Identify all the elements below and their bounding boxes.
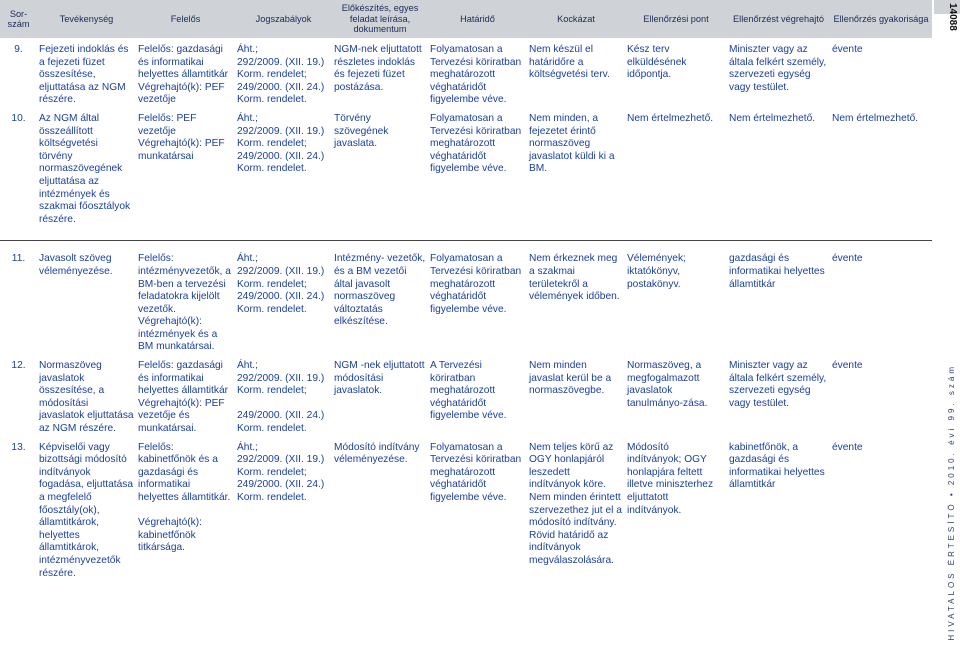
risk: Nem készül el határidőre a költségvetési terv.: [529, 44, 610, 81]
header-jogszabalyok: Jogszabályok: [235, 0, 332, 38]
running-title: HIVATALOS ÉRTESÍTŐ • 2010. évi 99. szám: [947, 364, 956, 641]
activity: Az NGM által összeállított költségvetési törvény normaszövegének eljuttatása az intézmények és szakmai főosztályok részére.: [39, 112, 131, 225]
deadline: Folyamatosan a Tervezési köriratban meghatározott véghatáridőt figyelembe véve.: [430, 44, 522, 106]
responsible: Felelős: kabinetfőnök és a gazdasági és informatikai helyettes államtitkár. Végrehajtó(k): kabinetfőnök titkársága.: [138, 441, 231, 554]
preparation: Intézmény- vezetők, és a BM vezetői által javasolt normaszöveg változtatás elkészítése.: [334, 253, 426, 328]
table-header: [0, 0, 932, 38]
deadline: Folyamatosan a Tervezési köriratban meghatározott véghatáridőt figyelembe véve.: [430, 112, 522, 175]
controller: kabinetfőnök, a gazdasági és informatikai helyettes államtitkár: [729, 441, 825, 491]
risk: Nem minden javaslat kerül be a normaszövegbe.: [529, 360, 612, 397]
controller: gazdasági és informatikai helyettes államtitkár: [729, 253, 825, 290]
activity: Javasolt szöveg véleményezése.: [39, 253, 113, 277]
row-number: 10.: [11, 112, 26, 124]
header-tevekenyseg: Tevékenység: [37, 0, 136, 38]
table-row: [0, 253, 932, 354]
controller: Miniszter vagy az általa felkért személy, szervezeti egység vagy testület.: [729, 360, 827, 409]
table-row: [0, 360, 932, 436]
control-point: Nem értelmezhető.: [627, 112, 714, 124]
responsible: Felelős: PEF vezetője Végrehajtó(k): PEF munkatársai: [138, 112, 225, 162]
preparation: NGM -nek eljuttatott módosítási javaslatok.: [334, 360, 425, 397]
control-point: Vélemények; iktatókönyv, postakönyv.: [627, 253, 686, 290]
header-kockazat: Kockázat: [527, 0, 625, 38]
control-frequency: évente: [832, 253, 863, 265]
header-ellenorzesi-pont: Ellenőrzési pont: [625, 0, 727, 38]
row-number: 11.: [11, 253, 26, 265]
responsible: Felelős: intézményvezetők, a BM-ben a tervezési feladatokra kijelölt vezetők. Végrehajtó(k): intézmények és a BM munkatársai.: [138, 253, 231, 353]
responsible: Felelős: gazdasági és informatikai helyettes államtitkár Végrehajtó(k): PEF vezetője és munkatársai.: [138, 360, 229, 435]
activity: Fejezeti indoklás és a fejezeti füzet összesítése, eljuttatása az NGM részére.: [39, 44, 129, 106]
control-frequency: évente: [832, 360, 863, 372]
deadline: A Tervezési köriratban meghatározott véghatáridőt figyelembe véve.: [430, 360, 507, 422]
row-number: 9.: [14, 44, 23, 55]
row-gap: [0, 241, 932, 254]
responsible: Felelős: gazdasági és informatikai helyettes államtitkár Végrehajtó(k): PEF vezetője: [138, 44, 229, 106]
section-divider: [0, 226, 932, 241]
controller: Nem értelmezhető.: [729, 112, 816, 124]
header-ellenorzest-vegrehajto: Ellenőrzést végrehajtó: [727, 0, 830, 38]
header-felelos: Felelős: [136, 0, 235, 38]
legislation: Áht.; 292/2009. (XII. 19.) Korm. rendelet; 249/2000. (XII. 24.) Korm. rendelet.: [237, 253, 325, 315]
preparation: Módosító indítvány véleményezése.: [334, 441, 420, 466]
control-point: Kész terv elküldésének időpontja.: [627, 44, 687, 81]
legislation: Áht.; 292/2009. (XII. 19.) Korm. rendelet; 249/2000. (XII. 24.) Korm. rendelet.: [237, 360, 325, 435]
table-row: [0, 113, 932, 226]
preparation: Törvény szövegének javaslata.: [334, 112, 389, 150]
activity: Képviselői vagy bizottsági módosító indítványok fogadása, eljuttatása a megfelelő főosztály(ok), államtitkárok, helyettes államtitkárok, intézményvezetők részére.: [39, 441, 134, 579]
deadline: Folyamatosan a Tervezési köriratban meghatározott véghatáridőt figyelembe véve.: [430, 441, 522, 503]
risk: Nem minden, a fejezetet érintő normaszöveg javaslatot küldi ki a BM.: [529, 112, 615, 175]
preparation: NGM-nek eljuttatott részletes indoklás és fejezeti füzet postázása.: [334, 44, 422, 93]
control-frequency: évente: [832, 44, 863, 55]
row-number: 12.: [11, 360, 26, 372]
deadline: Folyamatosan a Tervezési köriratban meghatározott véghatáridőt figyelembe véve.: [430, 253, 522, 315]
control-point: Normaszöveg, a megfogalmazott javaslatok tanulmányo-zása.: [627, 360, 708, 409]
risk: Nem teljes körű az OGY honlapjáról leszedett indítványok köre. Nem minden érintett szervezethez jut el a módosító indítvány. Rövid határidő az indítványok megválaszolására.: [529, 441, 622, 566]
header-ellenorzes-gyakorisaga: Ellenőrzés gyakorisága: [830, 0, 932, 38]
header-hatarido: Határidő: [428, 0, 527, 38]
page-number: 14088: [947, 3, 958, 31]
legislation: Áht.; 292/2009. (XII. 19.) Korm. rendelet; 249/2000. (XII. 24.) Korm. rendelet.: [237, 44, 325, 106]
control-frequency: Nem értelmezhető.: [832, 112, 919, 124]
table-row: [0, 44, 932, 107]
row-number: 13.: [11, 441, 26, 453]
risk: Nem érkeznek meg a szakmai területekről a vélemények időben.: [529, 253, 620, 303]
controller: Miniszter vagy az általa felkért személy, szervezeti egység vagy testület.: [729, 44, 827, 93]
table-row: [0, 442, 932, 581]
control-point: Módosító indítványok; OGY honlapjára feltett illetve miniszterhez eljuttatott indítványok.: [627, 441, 714, 516]
control-frequency: évente: [832, 441, 863, 453]
legislation: Áht.; 292/2009. (XII. 19.) Korm. rendelet; 249/2000. (XII. 24.) Korm. rendelet.: [237, 112, 325, 175]
header-elokeszites: Előkészítés, egyes feladat leírása, dokumentum: [332, 0, 428, 38]
activity: Normaszöveg javaslatok összesítése, a módosítási javaslatok eljuttatása az NGM részére.: [39, 360, 134, 435]
header-sorszam: Sor- szám: [0, 0, 37, 38]
legislation: Áht.; 292/2009. (XII. 19.) Korm. rendelet; 249/2000. (XII. 24.) Korm. rendelet.: [237, 441, 325, 503]
side-margin: [936, 0, 960, 647]
